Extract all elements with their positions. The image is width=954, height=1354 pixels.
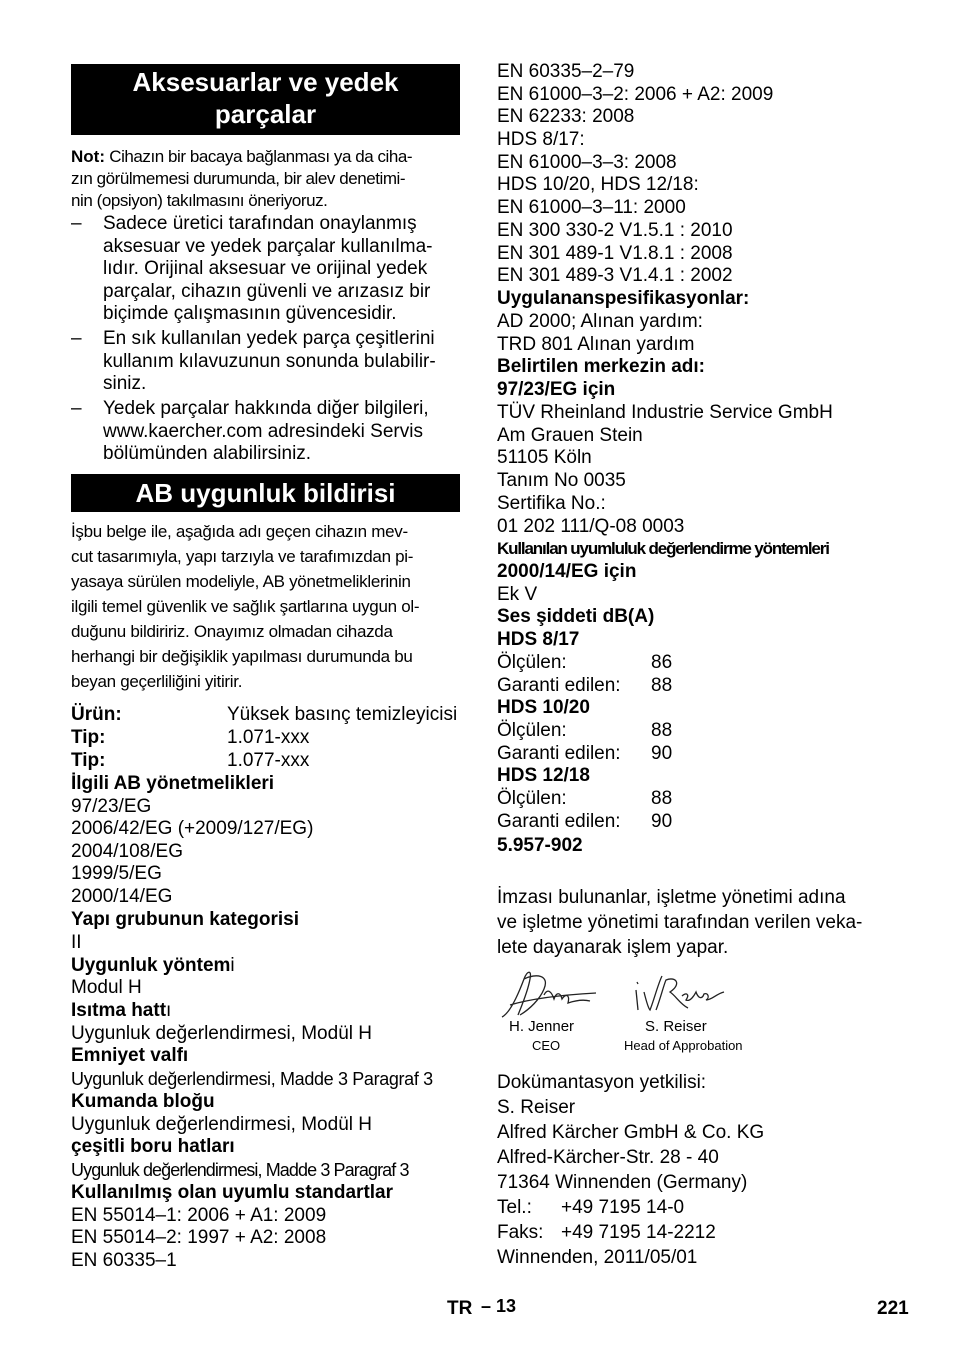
product-value: Yüksek basınç temizleyicisi bbox=[227, 704, 458, 725]
category-title: Yapı grubunun kategorisi bbox=[71, 909, 300, 930]
intro-line: İşbu belge ile, aşağıda adı geçen cihazın mev- bbox=[71, 522, 408, 541]
sound-title: Ses şiddeti dB(A) bbox=[497, 606, 655, 627]
sound-model: HDS 12/18 bbox=[497, 765, 590, 786]
valve-value: Uygunluk değerlendirmesi, Madde 3 Paragraf 3 bbox=[71, 1069, 433, 1089]
standard: EN 61000–3–11: 2000 bbox=[497, 197, 686, 218]
bullet-line: biçimde çalışmasının güvencesidir. bbox=[103, 303, 397, 325]
bullet-line: bölümünden alabilirsiniz. bbox=[103, 443, 312, 465]
guaranteed-value: 88 bbox=[651, 675, 673, 696]
standard: EN 61000–3–2: 2006 + A2: 2009 bbox=[497, 84, 774, 105]
pipes-title: çeşitli boru hatları bbox=[71, 1136, 235, 1157]
section-heading-accessories bbox=[71, 64, 460, 135]
valve-title: Emniyet valfı bbox=[71, 1045, 189, 1066]
contact-line: Dokümantasyon yetkilisi: bbox=[497, 1072, 707, 1093]
signer1-role: CEO bbox=[532, 1038, 561, 1053]
signer2-role: Head of Approbation bbox=[624, 1038, 743, 1053]
note-label: Not: bbox=[71, 147, 105, 166]
fax-label: Faks: bbox=[497, 1222, 544, 1243]
bullet-dash: – bbox=[71, 328, 82, 349]
tel-value: +49 7195 14-0 bbox=[561, 1197, 685, 1218]
type-value: 1.077-xxx bbox=[227, 750, 310, 771]
intro-line: yasaya sürülen modeliyle, AB yönetmeliklerinin bbox=[71, 572, 411, 591]
heading-line: parçalar bbox=[214, 99, 317, 129]
evaluation-value: Ek V bbox=[497, 584, 538, 605]
note-line-1 bbox=[71, 146, 412, 169]
notified-body-line: TÜV Rheinland Industrie Service GmbH bbox=[497, 402, 833, 423]
note-line-3: nin (opsiyon) takılmasını öneriyoruz. bbox=[71, 191, 328, 210]
bullet-line: Yedek parçalar hakkında diğer bilgileri, bbox=[103, 398, 429, 419]
signatory-line: lete dayanarak işlem yapar. bbox=[497, 937, 729, 958]
bullet-item-2 bbox=[103, 328, 463, 396]
notified-body-line: 01 202 111/Q-08 0003 bbox=[497, 516, 685, 537]
footer-local-page: – 13 bbox=[481, 1296, 517, 1316]
heating-value: Uygunluk değerlendirmesi, Modül H bbox=[71, 1023, 372, 1044]
bullet-line: siniz. bbox=[103, 373, 147, 395]
contact-line: S. Reiser bbox=[497, 1097, 576, 1118]
standard: HDS 10/20, HDS 12/18: bbox=[497, 174, 699, 195]
directives-title: İlgili AB yönetmelikleri bbox=[71, 773, 275, 794]
bullet-item-3 bbox=[103, 398, 463, 466]
category-value: II bbox=[71, 932, 82, 953]
heading-line: Aksesuarlar ve yedek bbox=[132, 67, 399, 97]
guaranteed-label: Garanti edilen: bbox=[497, 675, 621, 696]
sound-model: HDS 10/20 bbox=[497, 697, 590, 718]
sound-model: HDS 8/17 bbox=[497, 629, 580, 650]
guaranteed-value: 90 bbox=[651, 743, 673, 764]
date-line: Winnenden, 2011/05/01 bbox=[497, 1247, 698, 1268]
signature-jenner bbox=[500, 965, 600, 1023]
bullet-item-1 bbox=[103, 213, 463, 326]
method-title-text: Uygunluk yöntem bbox=[71, 955, 231, 976]
standard: EN 301 489-3 V1.4.1 : 2002 bbox=[497, 265, 733, 286]
intro-line: duğunu bildiririz. Onayımız olmadan cihazda bbox=[71, 622, 393, 641]
control-value: Uygunluk değerlendirmesi, Modül H bbox=[71, 1114, 372, 1135]
standard: EN 300 330-2 V1.5.1 : 2010 bbox=[497, 220, 733, 241]
measured-label: Ölçülen: bbox=[497, 720, 567, 741]
note-text: Cihazın bir bacaya bağlanması ya da ciha- bbox=[104, 147, 413, 166]
spec-title: Uygulananspesifikasyonlar: bbox=[497, 288, 750, 309]
measured-label: Ölçülen: bbox=[497, 652, 567, 673]
directive: 2006/42/EG (+2009/127/EG) bbox=[71, 818, 314, 839]
heating-title-text: Isıtma hatt bbox=[71, 1000, 167, 1021]
notified-body-line: 51105 Köln bbox=[497, 447, 592, 468]
note-line-2: zın görülmemesi durumunda, bir alev denetimi- bbox=[71, 169, 406, 188]
notified-body-line: Sertifika No.: bbox=[497, 493, 606, 514]
standard: EN 55014–1: 2006 + A1: 2009 bbox=[71, 1205, 327, 1226]
directive: 2000/14/EG bbox=[71, 886, 173, 907]
evaluation-sub: 2000/14/EG için bbox=[497, 561, 637, 582]
directive: 1999/5/EG bbox=[71, 863, 162, 884]
standard: HDS 8/17: bbox=[497, 129, 585, 150]
signature-reiser bbox=[630, 970, 730, 1018]
directive: 2004/108/EG bbox=[71, 841, 183, 862]
section-heading-declaration: AB uygunluk bildirisi bbox=[71, 474, 460, 512]
standard: EN 55014–2: 1997 + A2: 2008 bbox=[71, 1227, 327, 1248]
directive: 97/23/EG bbox=[71, 796, 152, 817]
intro-line: cut tasarımıyla, yapı tarzıyla ve tarafımızdan pi- bbox=[71, 547, 414, 566]
notified-body-line: Am Grauen Stein bbox=[497, 425, 643, 446]
tel-label: Tel.: bbox=[497, 1197, 532, 1218]
bullet-line: Sadece üretici tarafından onaylanmış bbox=[103, 213, 417, 234]
contact-line: Alfred Kärcher GmbH & Co. KG bbox=[497, 1122, 765, 1143]
standard: EN 301 489-1 V1.8.1 : 2008 bbox=[497, 243, 733, 264]
notified-body-line: Tanım No 0035 bbox=[497, 470, 626, 491]
footer-page-number: 221 bbox=[877, 1298, 909, 1319]
signatory-line: İmzası bulunanlar, işletme yönetimi adına bbox=[497, 887, 846, 908]
notified-body-title: Belirtilen merkezin adı: bbox=[497, 356, 706, 377]
evaluation-title: Kullanılan uyumluluk değerlendirme yöntemleri bbox=[497, 539, 829, 558]
bullet-line: aksesuar ve yedek parçalar kullanılma- bbox=[103, 235, 433, 257]
standards-title: Kullanılmış olan uyumlu standartlar bbox=[71, 1182, 394, 1203]
pipes-value: Uygunluk değerlendirmesi, Madde 3 Paragraf 3 bbox=[71, 1160, 409, 1180]
signer2-name: S. Reiser bbox=[645, 1018, 707, 1035]
standard: EN 62233: 2008 bbox=[497, 106, 635, 127]
intro-line: ilgili temel güvenlik ve sağlık şartlarına uygun ol- bbox=[71, 597, 420, 616]
type-label: Tip: bbox=[71, 750, 106, 771]
measured-value: 86 bbox=[651, 652, 673, 673]
type-value: 1.071-xxx bbox=[227, 727, 310, 748]
method-title-tail: i bbox=[230, 955, 235, 976]
signer1-name: H. Jenner bbox=[509, 1018, 575, 1035]
standard: EN 61000–3–3: 2008 bbox=[497, 152, 677, 173]
document-number: 5.957-902 bbox=[497, 835, 583, 856]
standard: EN 60335–2–79 bbox=[497, 61, 635, 82]
standard: EN 60335–1 bbox=[71, 1250, 177, 1271]
intro-line: herhangi bir değişiklik yapılması durumunda bu bbox=[71, 647, 413, 666]
control-title: Kumanda bloğu bbox=[71, 1091, 215, 1112]
measured-value: 88 bbox=[651, 720, 673, 741]
guaranteed-label: Garanti edilen: bbox=[497, 811, 621, 832]
footer-language: TR bbox=[447, 1298, 473, 1319]
fax-value: +49 7195 14-2212 bbox=[561, 1222, 716, 1243]
notified-body-sub: 97/23/EG için bbox=[497, 379, 616, 400]
heating-title-tail: ı bbox=[166, 1000, 172, 1021]
spec-line: AD 2000; Alınan yardım: bbox=[497, 311, 703, 332]
spec-line: TRD 801 Alınan yardım bbox=[497, 334, 695, 355]
bullet-dash: – bbox=[71, 398, 82, 419]
method-value: Modul H bbox=[71, 977, 142, 998]
method-title bbox=[71, 955, 235, 978]
bullet-line: www.kaercher.com adresindeki Servis bbox=[103, 420, 423, 442]
bullet-dash: – bbox=[71, 213, 82, 234]
type-label: Tip: bbox=[71, 727, 106, 748]
bullet-line: En sık kullanılan yedek parça çeşitlerini bbox=[103, 328, 435, 349]
product-label: Ürün: bbox=[71, 704, 122, 725]
bullet-line: parçalar, cihazın güvenli ve arızasız bir bbox=[103, 280, 431, 302]
heating-title bbox=[71, 1000, 171, 1023]
bullet-line: lıdır. Orijinal aksesuar ve orijinal yedek bbox=[103, 258, 428, 280]
measured-value: 88 bbox=[651, 788, 673, 809]
guaranteed-value: 90 bbox=[651, 811, 673, 832]
measured-label: Ölçülen: bbox=[497, 788, 567, 809]
intro-line: beyan geçerliliğini yitirir. bbox=[71, 672, 243, 691]
contact-line: 71364 Winnenden (Germany) bbox=[497, 1172, 748, 1193]
contact-line: Alfred-Kärcher-Str. 28 - 40 bbox=[497, 1147, 719, 1168]
guaranteed-label: Garanti edilen: bbox=[497, 743, 621, 764]
bullet-line: kullanım kılavuzunun sonunda bulabilir- bbox=[103, 350, 436, 372]
signatory-line: ve işletme yönetimi tarafından verilen veka- bbox=[497, 912, 863, 933]
